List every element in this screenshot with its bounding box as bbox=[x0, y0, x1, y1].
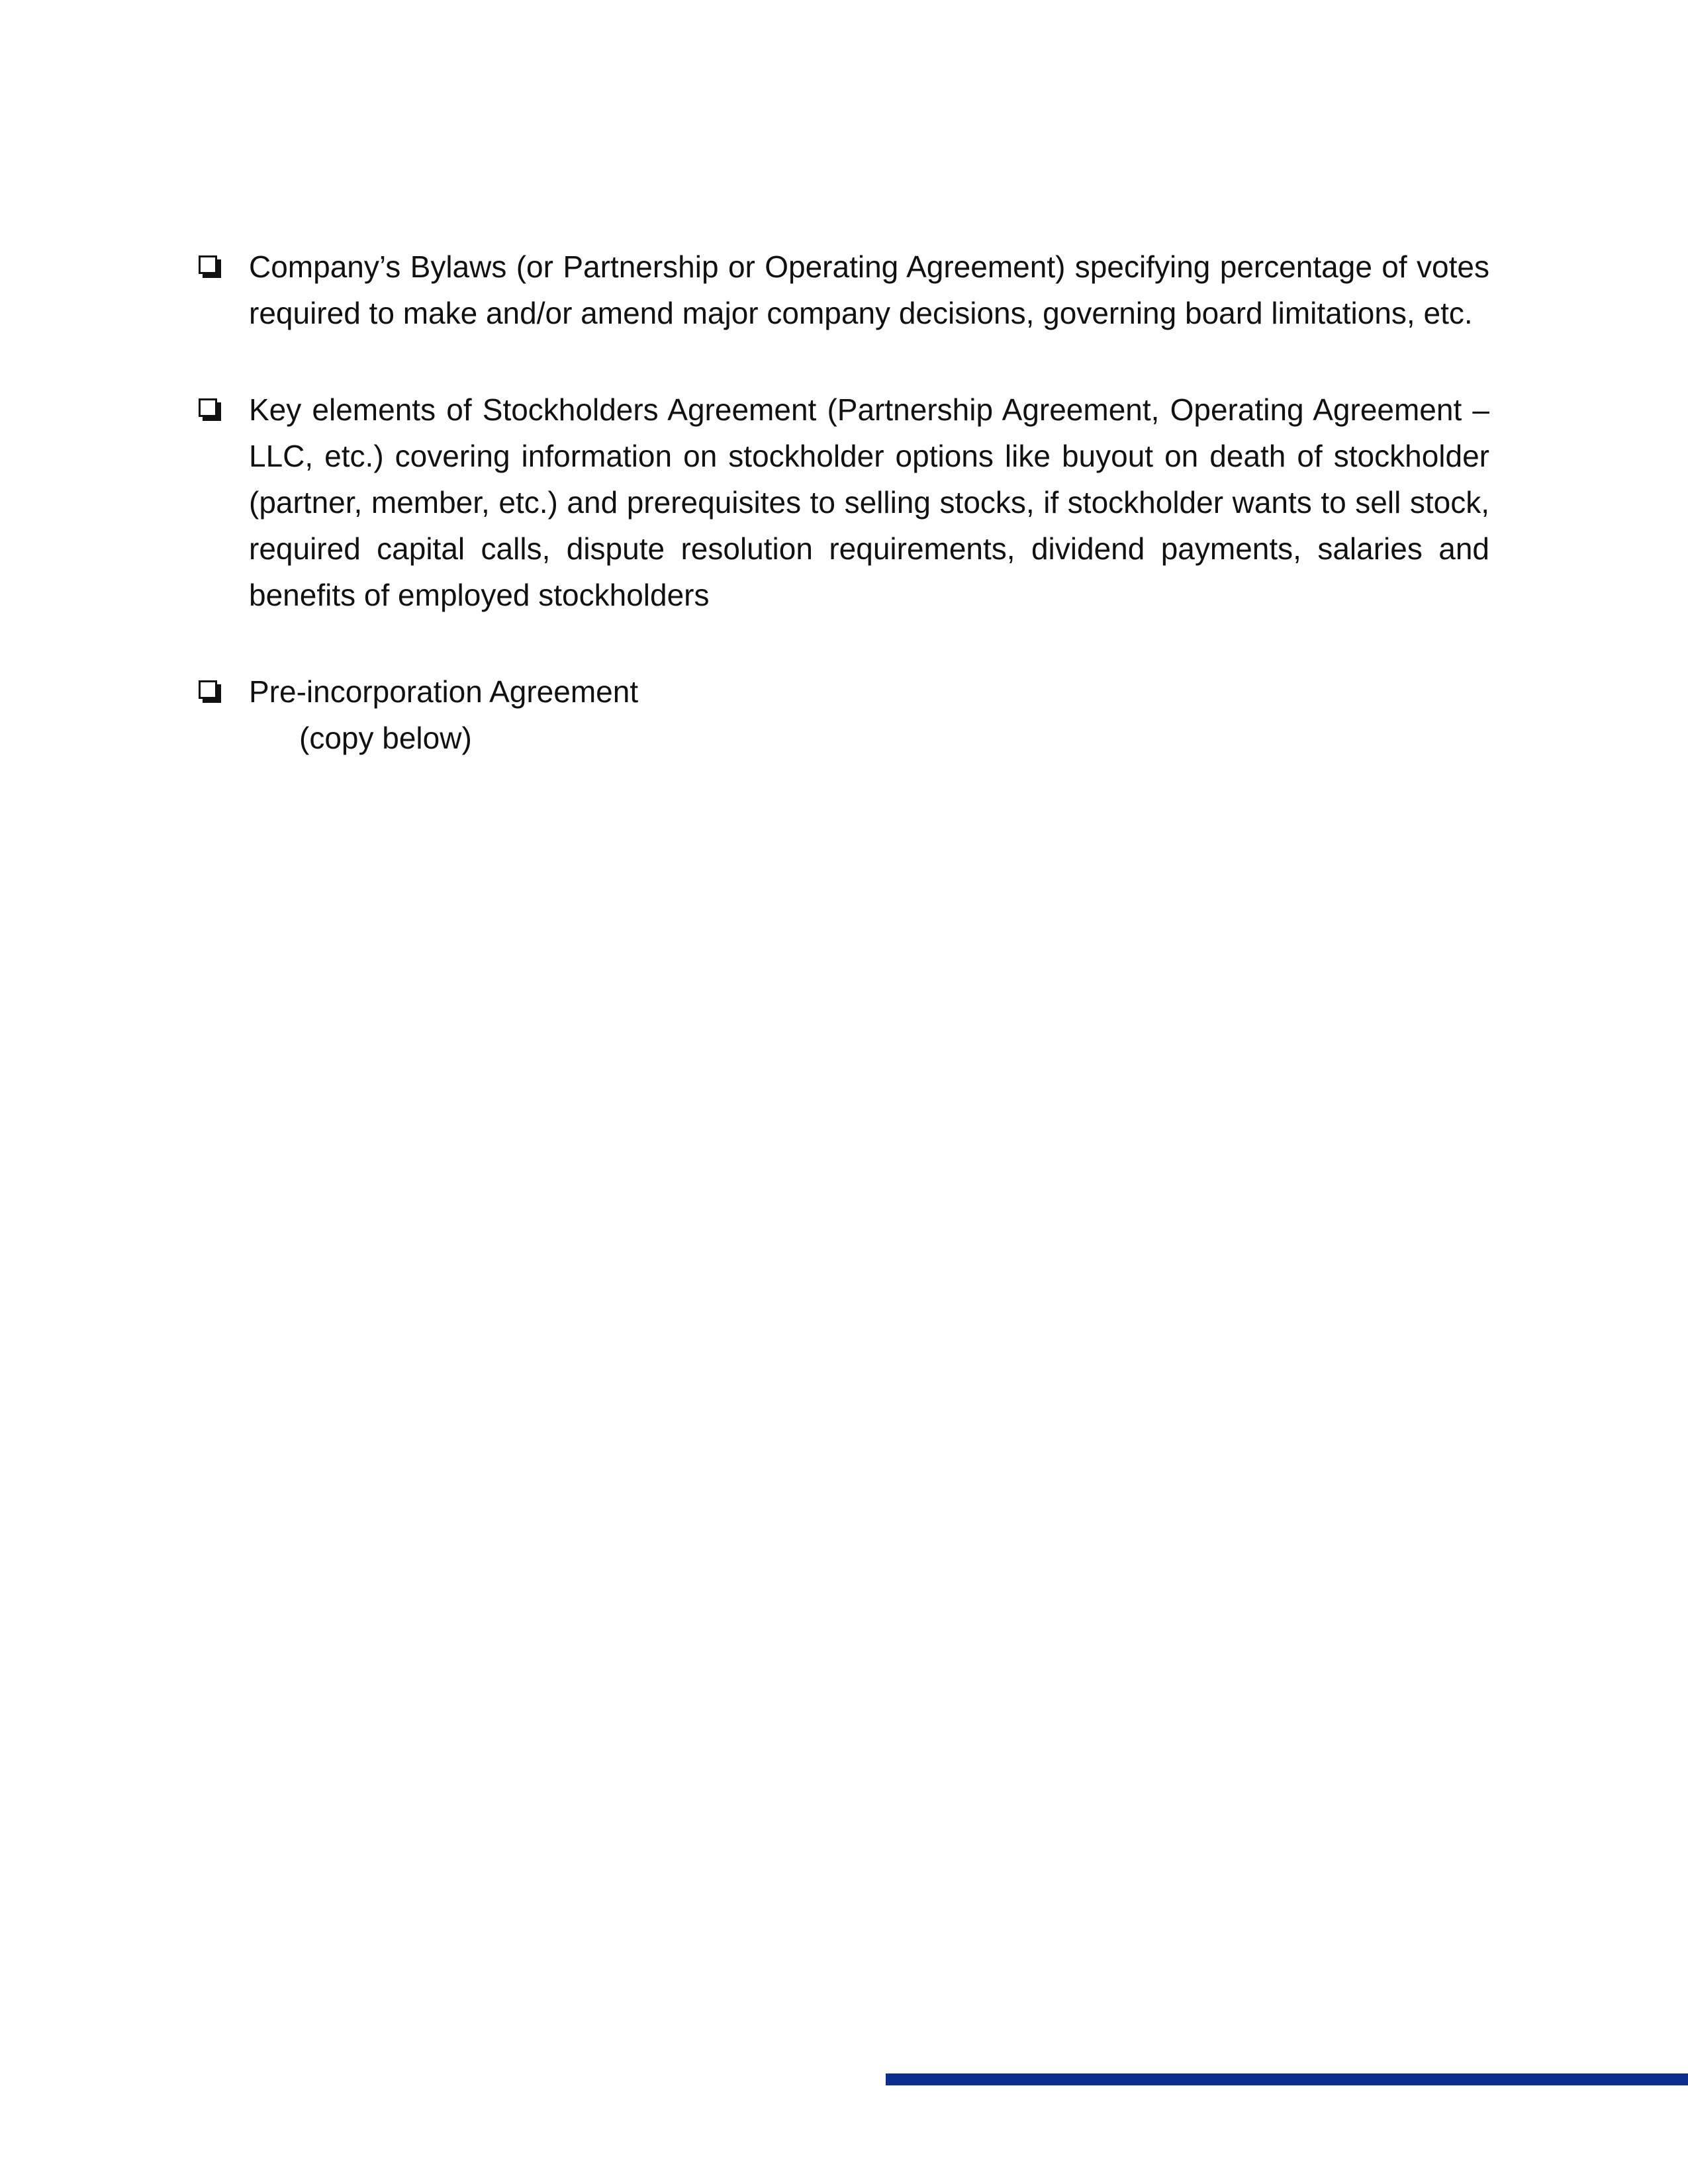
checkbox-icon bbox=[199, 398, 217, 417]
checkbox-icon bbox=[199, 680, 217, 699]
document-checklist bbox=[199, 244, 1489, 811]
checklist-item-note: (copy below) bbox=[299, 721, 472, 755]
checklist-item-text: Company’s Bylaws (or Partnership or Operating Agreement) specifying percentage of votes required to make and/or amend major company decisions, governing board limitations, etc. bbox=[249, 250, 1489, 330]
checkbox-icon bbox=[199, 255, 217, 274]
checklist-item-text: Key elements of Stockholders Agreement (Partnership Agreement, Operating Agreement – LLC, etc.) covering information on stockholder options like buyout on death of stockholder (partner, member, etc.) and prerequisites to selling stocks, if stockholder wants to sell stock, required capital calls, dispute resolution requirements, dividend payments, salaries and benefits of employed stockholders bbox=[249, 392, 1489, 612]
checklist-item-text: Pre-incorporation Agreement bbox=[249, 674, 639, 709]
checklist-item-pre-incorporation bbox=[199, 668, 1489, 761]
footer-accent-rule bbox=[886, 2073, 1688, 2085]
checklist-item-stockholders-agreement bbox=[199, 387, 1489, 618]
checklist-item-bylaws bbox=[199, 244, 1489, 336]
